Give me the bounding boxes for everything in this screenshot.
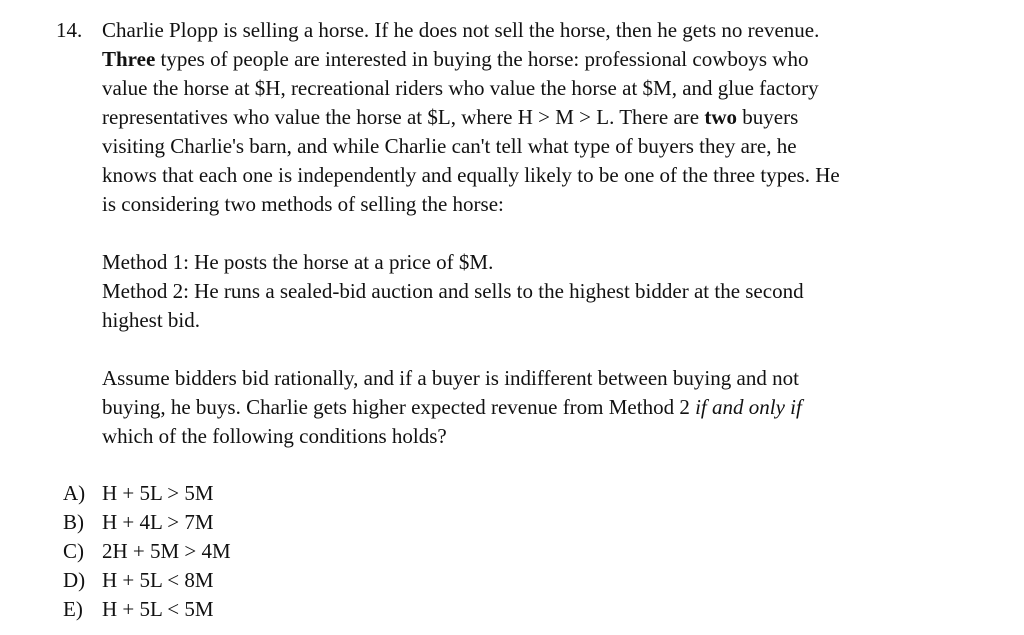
- answer-choice[interactable]: [63, 479, 231, 508]
- choice-letter: E): [63, 597, 83, 621]
- answer-choice[interactable]: [63, 566, 231, 595]
- text-line: buying, he buys. Charlie gets higher expected revenue from Method 2 if and only if: [102, 395, 802, 419]
- answer-choice[interactable]: [63, 595, 231, 624]
- answer-choices: [63, 479, 231, 624]
- methods-list: [102, 248, 992, 335]
- text-line: which of the following conditions holds?: [102, 424, 447, 448]
- question-paragraph: [102, 16, 992, 219]
- choice-text: H + 5L < 8M: [102, 568, 214, 592]
- text-line: Three types of people are interested in buying the horse: professional cowboys who: [102, 47, 809, 71]
- choice-text: H + 5L > 5M: [102, 481, 214, 505]
- text-line: representatives who value the horse at $L, where H > M > L. There are two buyers: [102, 105, 799, 129]
- bold-emphasis: Three: [102, 47, 156, 71]
- text-line: knows that each one is independently and equally likely to be one of the three types. He: [102, 163, 840, 187]
- choice-text: 2H + 5M > 4M: [102, 539, 231, 563]
- paragraph-gap: [102, 219, 992, 248]
- question-number: 14.: [56, 18, 83, 42]
- bold-emphasis: two: [704, 105, 737, 129]
- paragraph-gap: [102, 335, 992, 364]
- assumption-paragraph: [102, 364, 992, 451]
- method-line: highest bid.: [102, 308, 200, 332]
- choice-letter: A): [63, 481, 86, 505]
- text-line: Charlie Plopp is selling a horse. If he does not sell the horse, then he gets no revenue.: [102, 18, 820, 42]
- text-line: Assume bidders bid rationally, and if a buyer is indifferent between buying and not: [102, 366, 799, 390]
- method-line: Method 2: He runs a sealed-bid auction and sells to the highest bidder at the second: [102, 279, 804, 303]
- question-body: [102, 16, 992, 451]
- answer-choice[interactable]: [63, 537, 231, 566]
- text-line: is considering two methods of selling the horse:: [102, 192, 504, 216]
- choice-letter: D): [63, 568, 86, 592]
- choice-letter: B): [63, 510, 84, 534]
- italic-emphasis: if and only if: [695, 395, 802, 419]
- text-line: visiting Charlie's barn, and while Charlie can't tell what type of buyers they are, he: [102, 134, 797, 158]
- choice-text: H + 5L < 5M: [102, 597, 214, 621]
- text-line: value the horse at $H, recreational riders who value the horse at $M, and glue factory: [102, 76, 819, 100]
- choice-text: H + 4L > 7M: [102, 510, 214, 534]
- answer-choice[interactable]: [63, 508, 231, 537]
- choice-letter: C): [63, 539, 84, 563]
- method-line: Method 1: He posts the horse at a price of $M.: [102, 250, 494, 274]
